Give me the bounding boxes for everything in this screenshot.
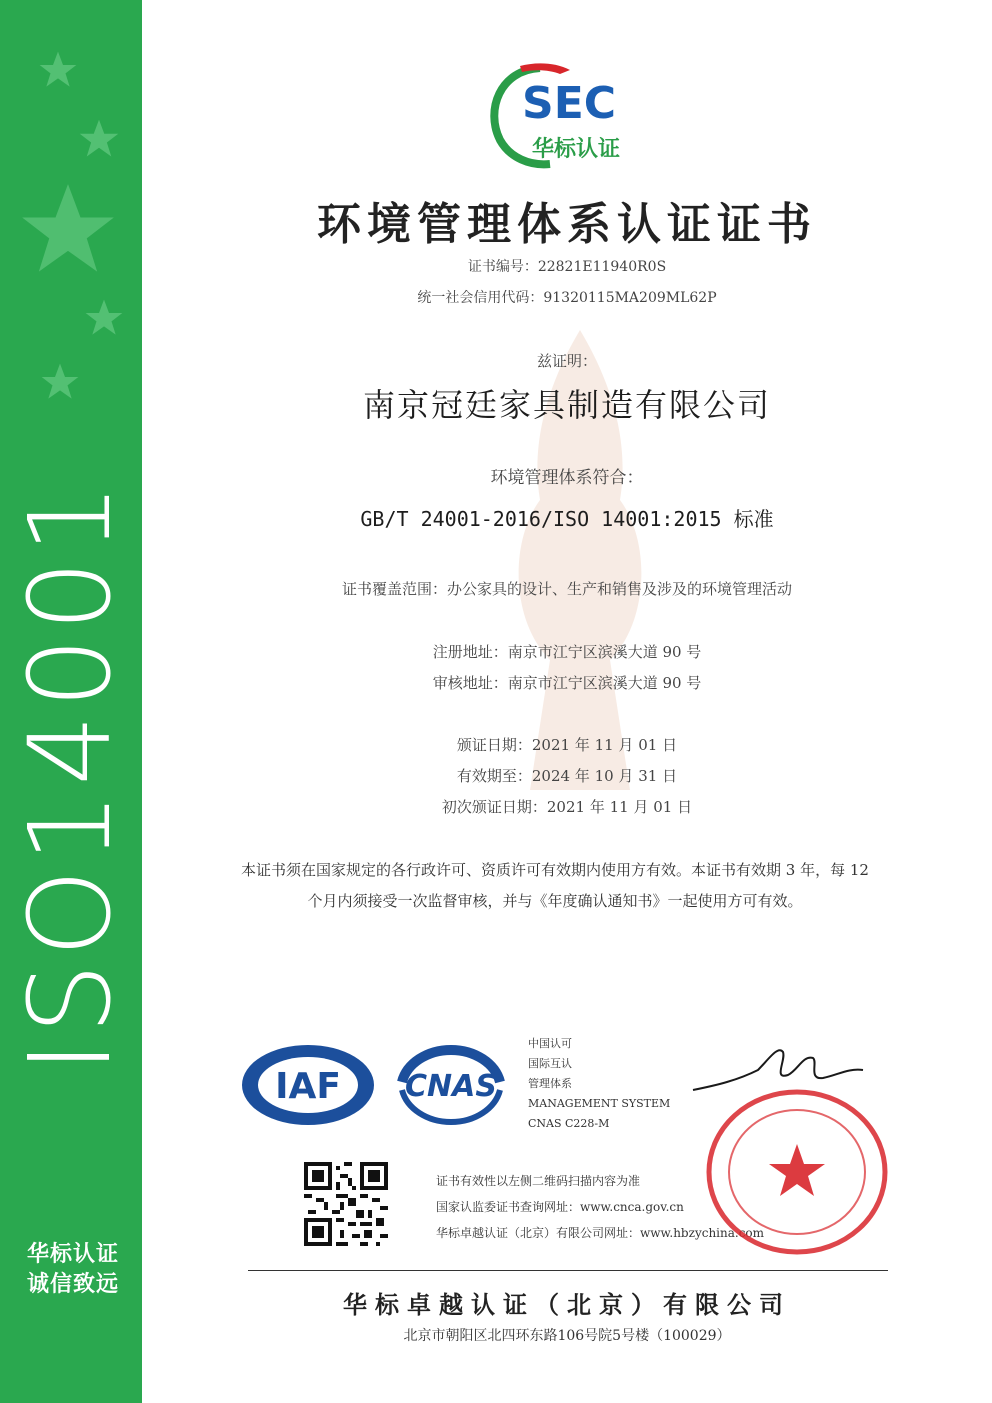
notice-line-2: 个月内须接受一次监督审核，并与《年度确认通知书》一起使用方可有效。 (307, 892, 803, 910)
cnas-accreditation-text (528, 1034, 670, 1134)
iaf-text: IAF (275, 1066, 341, 1107)
standard-text: GB/T 24001-2016/ISO 14001:2015 标准 (360, 507, 774, 531)
issue-date: 颁证日期：2021 年 11 月 01 日 (456, 736, 678, 754)
cnas-logo (392, 1042, 510, 1128)
verify-line-1: 证书有效性以左侧二维码扫描内容为准 (436, 1174, 641, 1188)
issuer-address: 北京市朝阳区北四环东路106号院5号楼（100029） (403, 1328, 731, 1344)
cnas-line: 管理体系 (528, 1077, 572, 1090)
cnas-line: 中国认可 (528, 1037, 572, 1050)
star-icon (40, 362, 80, 402)
scope-text: 证书覆盖范围：办公家具的设计、生产和销售及涉及的环境管理活动 (341, 580, 792, 598)
slogan (18, 1240, 128, 1300)
validity-notice (190, 855, 920, 917)
first-issue-date: 初次颁证日期：2021 年 11 月 01 日 (441, 798, 693, 816)
cnas-line: CNAS C228-M (528, 1117, 610, 1130)
star-icon (38, 50, 78, 90)
side-band (0, 0, 142, 1403)
iso-vertical-text: ISO14001 (6, 476, 136, 1074)
verify-line-3: 华标卓越认证（北京）有限公司网址：www.hbzychina.com (436, 1226, 765, 1240)
slogan-line-1: 华标认证 (26, 1242, 119, 1267)
notice-line-1: 本证书须在国家规定的各行政许可、资质许可有效期内使用方有效。本证书有效期 3 年，每 12 (241, 861, 869, 879)
slogan-line-2: 诚信致远 (26, 1272, 119, 1297)
star-icon (78, 118, 120, 160)
logo-mark: SEC (522, 78, 617, 129)
verify-line-2: 国家认监委证书查询网址：www.cnca.gov.cn (436, 1200, 684, 1214)
footer-rule (248, 1270, 888, 1271)
valid-until: 有效期至：2024 年 10 月 31 日 (456, 767, 678, 785)
cnas-line: 国际互认 (528, 1057, 572, 1070)
star-icon (84, 298, 124, 338)
sec-logo (480, 60, 650, 170)
audit-address: 审核地址：南京市江宁区滨溪大道 90 号 (432, 674, 702, 692)
qr-code[interactable] (304, 1162, 388, 1246)
conforms-label: 环境管理体系符合： (490, 468, 644, 488)
cnas-line: MANAGEMENT SYSTEM (528, 1097, 671, 1110)
registered-address: 注册地址：南京市江宁区滨溪大道 90 号 (432, 643, 702, 661)
logo-subtitle: 华标认证 (532, 137, 621, 162)
certificate-title: 环境管理体系认证证书 (317, 199, 817, 250)
hereby-label: 兹证明： (536, 352, 597, 370)
cnas-text: CNAS (405, 1069, 497, 1104)
issuer-name: 华标卓越认证（北京）有限公司 (343, 1291, 791, 1319)
certificate-number: 证书编号：22821E11940R0S (467, 259, 667, 275)
company-name: 南京冠廷家具制造有限公司 (362, 386, 771, 424)
star-icon (18, 180, 118, 280)
company-seal (702, 1084, 892, 1260)
credit-code: 统一社会信用代码：91320115MA209ML62P (417, 290, 717, 306)
iaf-logo (238, 1042, 378, 1128)
